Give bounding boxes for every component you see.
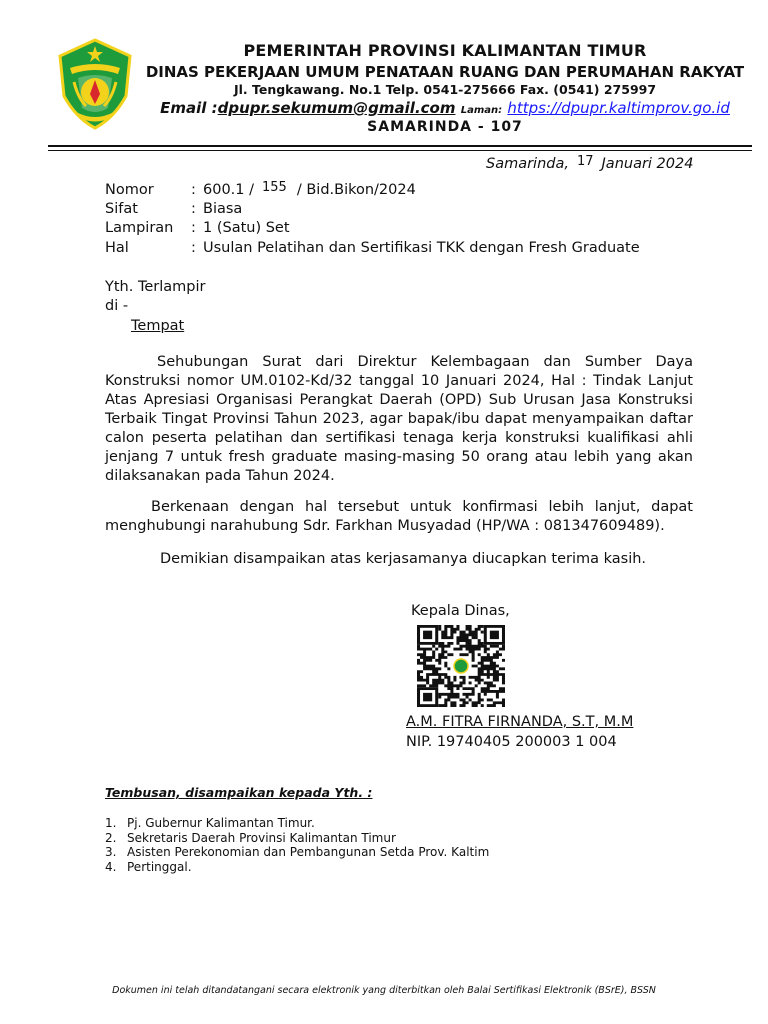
meta-label: Nomor [105, 182, 154, 198]
meta-lampiran [105, 220, 290, 236]
date-month-year: Januari 2024 [601, 156, 694, 172]
list-item: 2. Sekretaris Daerah Provinsi Kalimantan Timur [105, 830, 396, 845]
website-link[interactable]: https://dpupr.kaltimprov.go.id [507, 99, 730, 117]
meta-colon: : [191, 220, 196, 236]
list-item: 1. Pj. Gubernur Kalimantan Timur. [105, 816, 315, 830]
letterhead-city: SAMARINDA - 107 [367, 119, 523, 135]
nomor-suffix: / Bid.Bikon/2024 [296, 182, 416, 198]
date-day: 17 [576, 154, 594, 169]
letterhead-address: Jl. Tengkawang. No.1 Telp. 0541-275666 Fax. (0541) 275997 [233, 82, 657, 97]
list-item: 3. Asisten Perekonomian dan Pembangunan Setda Prov. Kaltim [105, 845, 490, 859]
recipient-tempat: Tempat [131, 318, 185, 334]
signatory-name: A.M. FITRA FIRNANDA, S.T, M.M [406, 714, 634, 730]
letterhead-government: PEMERINTAH PROVINSI KALIMANTAN TIMUR [243, 41, 647, 60]
tembusan-list [105, 816, 489, 874]
body-paragraph-2: Berkenaan dengan hal tersebut untuk konfirmasi lebih lanjut, dapat menghubungi narahubung Sdr. Farkhan Musyadad (HP/WA : 081347609489). [105, 499, 693, 534]
signature-title: Kepala Dinas, [411, 603, 510, 619]
letterhead-rule-thick [48, 145, 752, 147]
signatory-nip: NIP. 19740405 200003 1 004 [406, 734, 617, 750]
letterhead-agency: DINAS PEKERJAAN UMUM PENATAAN RUANG DAN PERUMAHAN RAKYAT [145, 63, 745, 81]
meta-value: Biasa [203, 201, 243, 217]
meta-nomor [105, 182, 416, 198]
meta-sifat [105, 201, 242, 217]
body-paragraph-1: Sehubungan Surat dari Direktur Kelembagaan dan Sumber Daya Konstruksi nomor UM.0102-Kd/32 tanggal 10 Januari 2024, Hal : Tindak Lanjut Atas Apresiasi Organisasi Perangkat Daerah (OPD) Sub Urusan Jasa Konstruksi Terbaik Tingat Provinsi Tahun 2023, agar bapak/ibu dapat menyampaikan daftar calon peserta pelatihan dan sertifikasi tenaga kerja konstruksi kualifikasi ahli jenjang 7 untuk fresh graduate masing-masing 50 orang atau lebih yang akan dilaksanakan pada Tahun 2024. [105, 354, 693, 484]
date-city: Samarinda, [486, 156, 569, 172]
letter-date [486, 156, 693, 172]
tembusan-heading: Tembusan, disampaikan kepada Yth. : [105, 785, 373, 800]
meta-label: Lampiran [105, 220, 174, 236]
recipient-di: di - [105, 298, 129, 314]
recipient-yth: Yth. Terlampir [105, 279, 206, 295]
bsre-footer-note: Dokumen ini telah ditandatangani secara elektronik yang diterbitkan oleh Balai Sertifikasi Elektronik (BSrE), BSSN [112, 985, 656, 996]
nomor-number: 155 [262, 180, 287, 195]
email-link[interactable]: dpupr.sekumum@gmail.com [217, 99, 456, 117]
meta-hal [105, 240, 640, 256]
letterhead-rule-thin [48, 150, 752, 151]
email-label: Email : [160, 99, 218, 117]
meta-colon: : [191, 240, 196, 256]
meta-value: 1 (Satu) Set [203, 220, 290, 236]
kalimantan-timur-emblem-icon [56, 38, 134, 130]
body-closing: Demikian disampaikan atas kerjasamanya diucapkan terima kasih. [160, 551, 647, 567]
qr-code-icon [417, 625, 505, 707]
meta-colon: : [191, 201, 196, 217]
meta-label: Hal [105, 240, 129, 256]
nomor-prefix: 600.1 / [203, 182, 255, 198]
meta-label: Sifat [105, 201, 138, 217]
meta-value: Usulan Pelatihan dan Sertifikasi TKK dengan Fresh Graduate [203, 240, 640, 256]
letterhead-contact [140, 99, 750, 117]
website-label: Laman: [460, 105, 503, 116]
list-item: 4. Pertinggal. [105, 859, 192, 874]
meta-colon: : [191, 182, 196, 198]
